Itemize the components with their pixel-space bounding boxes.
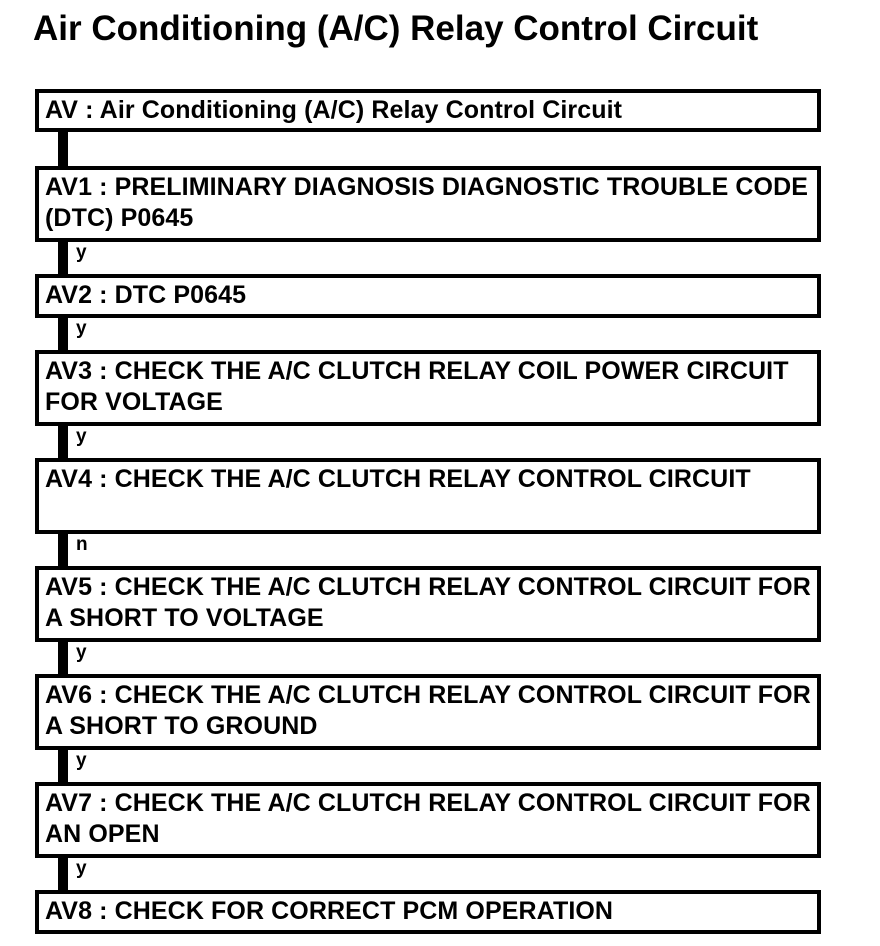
page-title: Air Conditioning (A/C) Relay Control Circuit (33, 9, 759, 48)
step-text: AV4 : CHECK THE A/C CLUTCH RELAY CONTROL CIRCUIT (45, 465, 751, 493)
step-text: AV1 : PRELIMINARY DIAGNOSIS DIAGNOSTIC TROUBLE CODE (DTC) P0645 (45, 173, 809, 232)
step-box-av3 (35, 350, 821, 426)
step-box-av6 (35, 674, 821, 750)
connector-label: y (76, 642, 87, 663)
connector-line (58, 422, 68, 462)
step-box-av (35, 89, 821, 132)
connector-label: y (76, 750, 87, 771)
step-text: AV5 : CHECK THE A/C CLUTCH RELAY CONTROL CIRCUIT FOR A SHORT TO VOLTAGE (45, 573, 811, 632)
connector-label: n (76, 534, 88, 555)
connector-label: y (76, 242, 87, 263)
connector-line (58, 530, 68, 570)
connector-line (58, 638, 68, 678)
step-box-av7 (35, 782, 821, 858)
step-box-av8 (35, 890, 821, 934)
connector-label: y (76, 426, 87, 447)
connector-line (58, 238, 68, 278)
step-box-av4 (35, 458, 821, 534)
step-box-av1 (35, 166, 821, 242)
step-text: AV3 : CHECK THE A/C CLUTCH RELAY COIL POWER CIRCUIT FOR VOLTAGE (45, 357, 789, 416)
step-box-av2 (35, 274, 821, 318)
connector-line (58, 746, 68, 786)
step-text: AV8 : CHECK FOR CORRECT PCM OPERATION (45, 897, 614, 925)
step-text: AV : Air Conditioning (A/C) Relay Control Circuit (45, 96, 623, 124)
connector-line (58, 128, 68, 170)
connector-label: y (76, 318, 87, 339)
connector-label: y (76, 858, 87, 879)
step-text: AV6 : CHECK THE A/C CLUTCH RELAY CONTROL CIRCUIT FOR A SHORT TO GROUND (45, 681, 811, 740)
connector-line (58, 314, 68, 354)
step-box-av5 (35, 566, 821, 642)
step-text: AV7 : CHECK THE A/C CLUTCH RELAY CONTROL CIRCUIT FOR AN OPEN (45, 789, 811, 848)
step-text: AV2 : DTC P0645 (45, 281, 247, 309)
connector-line (58, 854, 68, 894)
